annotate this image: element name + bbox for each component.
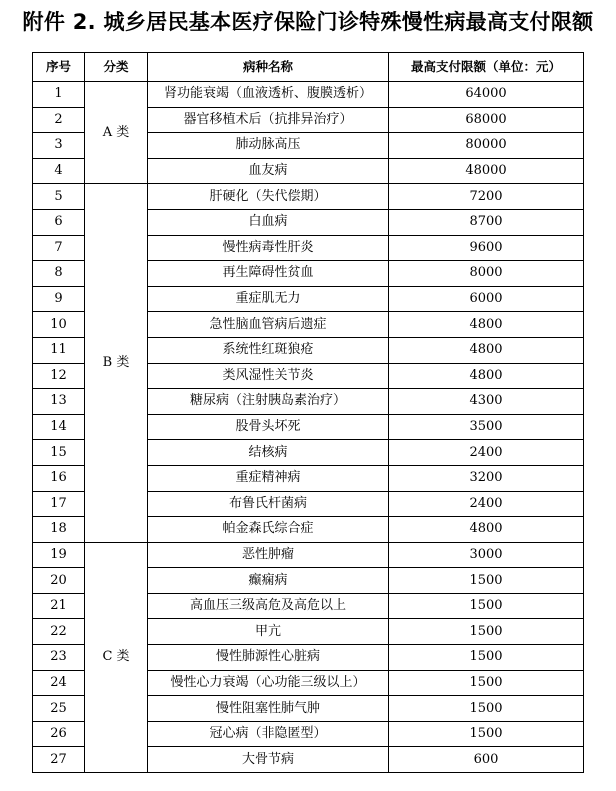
header-category: 分类 bbox=[85, 53, 148, 82]
header-disease: 病种名称 bbox=[148, 53, 389, 82]
row-limit: 8700 bbox=[389, 209, 584, 235]
row-disease: 慢性阻塞性肺气肿 bbox=[148, 696, 389, 722]
row-disease: 类风湿性关节炎 bbox=[148, 363, 389, 389]
row-disease: 糖尿病（注射胰岛素治疗） bbox=[148, 389, 389, 415]
row-disease: 再生障碍性贫血 bbox=[148, 261, 389, 287]
row-disease: 慢性病毒性肝炎 bbox=[148, 235, 389, 261]
row-limit: 1500 bbox=[389, 568, 584, 594]
row-limit: 7200 bbox=[389, 184, 584, 210]
row-limit: 2400 bbox=[389, 440, 584, 466]
row-seq: 14 bbox=[33, 414, 85, 440]
row-limit: 1500 bbox=[389, 645, 584, 671]
limit-table bbox=[32, 52, 584, 773]
row-disease: 慢性肺源性心脏病 bbox=[148, 645, 389, 671]
row-seq: 13 bbox=[33, 389, 85, 415]
table-body bbox=[33, 82, 584, 773]
row-seq: 19 bbox=[33, 542, 85, 568]
table-row bbox=[33, 82, 584, 108]
row-disease: 肺动脉高压 bbox=[148, 133, 389, 159]
row-seq: 23 bbox=[33, 645, 85, 671]
row-seq: 8 bbox=[33, 261, 85, 287]
row-limit: 1500 bbox=[389, 593, 584, 619]
row-seq: 27 bbox=[33, 747, 85, 773]
row-disease: 癫痫病 bbox=[148, 568, 389, 594]
row-limit: 4800 bbox=[389, 312, 584, 338]
row-seq: 2 bbox=[33, 107, 85, 133]
row-limit: 1500 bbox=[389, 619, 584, 645]
row-disease: 系统性红斑狼疮 bbox=[148, 337, 389, 363]
table-row bbox=[33, 184, 584, 210]
row-limit: 1500 bbox=[389, 696, 584, 722]
row-limit: 1500 bbox=[389, 670, 584, 696]
row-disease: 高血压三级高危及高危以上 bbox=[148, 593, 389, 619]
table-row bbox=[33, 542, 584, 568]
row-disease: 重症肌无力 bbox=[148, 286, 389, 312]
row-seq: 3 bbox=[33, 133, 85, 159]
row-seq: 18 bbox=[33, 517, 85, 543]
row-seq: 4 bbox=[33, 158, 85, 184]
row-limit: 4800 bbox=[389, 517, 584, 543]
row-seq: 22 bbox=[33, 619, 85, 645]
row-limit: 4800 bbox=[389, 363, 584, 389]
row-disease: 甲亢 bbox=[148, 619, 389, 645]
row-disease: 大骨节病 bbox=[148, 747, 389, 773]
row-seq: 1 bbox=[33, 82, 85, 108]
row-disease: 肝硬化（失代偿期） bbox=[148, 184, 389, 210]
row-disease: 白血病 bbox=[148, 209, 389, 235]
row-seq: 24 bbox=[33, 670, 85, 696]
row-limit: 2400 bbox=[389, 491, 584, 517]
row-seq: 6 bbox=[33, 209, 85, 235]
row-limit: 8000 bbox=[389, 261, 584, 287]
row-limit: 64000 bbox=[389, 82, 584, 108]
category-b: B 类 bbox=[85, 184, 148, 542]
row-disease: 急性脑血管病后遗症 bbox=[148, 312, 389, 338]
category-a: A 类 bbox=[85, 82, 148, 184]
row-limit: 80000 bbox=[389, 133, 584, 159]
row-disease: 冠心病（非隐匿型） bbox=[148, 721, 389, 747]
row-limit: 3000 bbox=[389, 542, 584, 568]
row-limit: 3200 bbox=[389, 465, 584, 491]
row-limit: 6000 bbox=[389, 286, 584, 312]
category-c: C 类 bbox=[85, 542, 148, 772]
row-limit: 68000 bbox=[389, 107, 584, 133]
row-seq: 5 bbox=[33, 184, 85, 210]
row-seq: 26 bbox=[33, 721, 85, 747]
row-disease: 肾功能衰竭（血液透析、腹膜透析） bbox=[148, 82, 389, 108]
row-disease: 重症精神病 bbox=[148, 465, 389, 491]
row-seq: 7 bbox=[33, 235, 85, 261]
row-limit: 4800 bbox=[389, 337, 584, 363]
row-limit: 48000 bbox=[389, 158, 584, 184]
row-disease: 股骨头坏死 bbox=[148, 414, 389, 440]
row-disease: 器官移植术后（抗排异治疗） bbox=[148, 107, 389, 133]
row-limit: 1500 bbox=[389, 721, 584, 747]
row-seq: 10 bbox=[33, 312, 85, 338]
row-seq: 12 bbox=[33, 363, 85, 389]
row-seq: 21 bbox=[33, 593, 85, 619]
row-disease: 布鲁氏杆菌病 bbox=[148, 491, 389, 517]
row-seq: 15 bbox=[33, 440, 85, 466]
row-seq: 20 bbox=[33, 568, 85, 594]
header-limit: 最高支付限额（单位：元） bbox=[389, 53, 584, 82]
row-limit: 9600 bbox=[389, 235, 584, 261]
row-disease: 帕金森氏综合症 bbox=[148, 517, 389, 543]
row-limit: 600 bbox=[389, 747, 584, 773]
row-seq: 9 bbox=[33, 286, 85, 312]
page-title: 附件 2. 城乡居民基本医疗保险门诊特殊慢性病最高支付限额 bbox=[22, 10, 594, 34]
row-disease: 结核病 bbox=[148, 440, 389, 466]
row-disease: 血友病 bbox=[148, 158, 389, 184]
row-disease: 恶性肿瘤 bbox=[148, 542, 389, 568]
row-seq: 25 bbox=[33, 696, 85, 722]
row-seq: 17 bbox=[33, 491, 85, 517]
row-disease: 慢性心力衰竭（心功能三级以上） bbox=[148, 670, 389, 696]
header-seq: 序号 bbox=[33, 53, 85, 82]
row-seq: 16 bbox=[33, 465, 85, 491]
row-seq: 11 bbox=[33, 337, 85, 363]
row-limit: 3500 bbox=[389, 414, 584, 440]
row-limit: 4300 bbox=[389, 389, 584, 415]
table-header-row bbox=[33, 53, 584, 82]
